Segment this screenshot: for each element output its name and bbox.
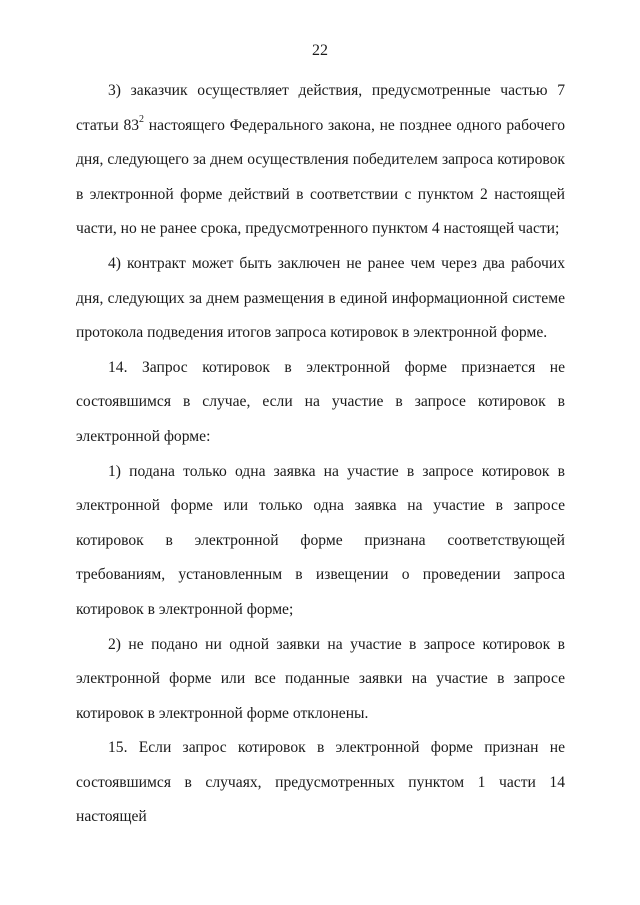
paragraph-item-4: 4) контракт может быть заключен не ранее чем через два рабочих дня, следующих за днем размещения в единой информационной системе протокола подведения итогов запроса котировок в электронной форме. <box>76 254 565 342</box>
superscript-index: 2 <box>139 114 145 126</box>
document-body <box>76 74 565 835</box>
paragraph-text: 3) заказчик осуществляет действия, предусмотренные частью 7 статьи 83 <box>76 82 565 134</box>
paragraph-text: настоящего Федерального закона, не позднее одного рабочего дня, следующего за днем осуществления победителем запроса котировок в электронной форме действий в соответствии с пунктом 2 настоящей части, но не ранее срока, предусмотренного пунктом 4 настоящей части; <box>76 116 565 238</box>
paragraph-item-3 <box>76 74 565 247</box>
paragraph-section-14-item-1: 1) подана только одна заявка на участие в запросе котировок в электронной форме или только одна заявка на участие в запросе котировок в электронной форме признана соответствующей требованиям, установленным в извещении о проведении запроса котировок в электронной форме; <box>76 462 565 618</box>
paragraph-section-15: 15. Если запрос котировок в электронной форме признан не состоявшимся в случаях, предусмотренных пунктом 1 части 14 настоящей <box>76 739 565 826</box>
paragraph-section-14: 14. Запрос котировок в электронной форме признается не состоявшимся в случае, если на участие в запросе котировок в электронной форме: <box>76 358 565 445</box>
page-number: 22 <box>312 42 328 59</box>
paragraph-section-14-item-2: 2) не подано ни одной заявки на участие в запросе котировок в электронной форме или все поданные заявки на участие в запросе котировок в электронной форме отклонены. <box>76 635 565 722</box>
